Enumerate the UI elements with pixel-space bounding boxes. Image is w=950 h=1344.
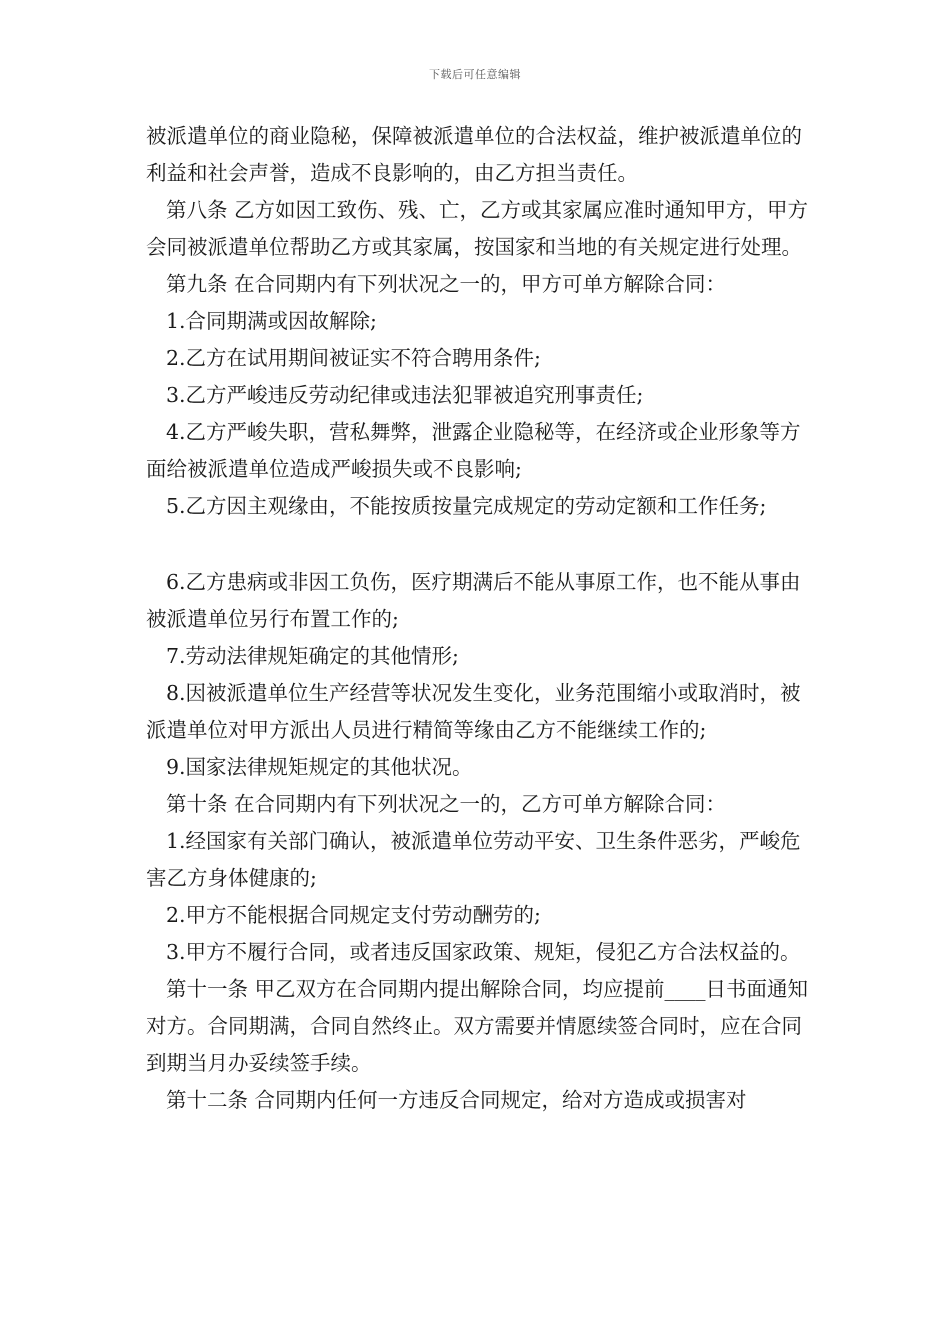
page-header: 下载后可任意编辑 bbox=[429, 68, 521, 81]
list-item: 9.国家法律规矩规定的其他状况。 bbox=[166, 755, 473, 779]
article-11: 第十一条 甲乙双方在合同期内提出解除合同，均应提前____日书面通知对方。合同期满，合同自然终止。双方需要并情愿续签合同时，应在合同到期当月办妥续签手续。 bbox=[146, 977, 809, 1075]
blank-line bbox=[146, 525, 818, 564]
paragraph: 被派遣单位的商业隐秘，保障被派遣单位的合法权益，维护被派遣单位的利益和社会声誉，造成不良影响的，由乙方担当责任。 bbox=[146, 124, 802, 185]
list-item: 3.乙方严峻违反劳动纪律或违法犯罪被追究刑事责任; bbox=[166, 383, 644, 407]
article-8: 第八条 乙方如因工致伤、残、亡，乙方或其家属应准时通知甲方，甲方会同被派遣单位帮助乙方或其家属，按国家和当地的有关规定进行处理。 bbox=[146, 198, 809, 259]
list-item: 5.乙方因主观缘由，不能按质按量完成规定的劳动定额和工作任务; bbox=[166, 494, 767, 518]
list-item: 4.乙方严峻失职，营私舞弊，泄露企业隐秘等，在经济或企业形象等方面给被派遣单位造成严峻损失或不良影响; bbox=[146, 420, 801, 481]
list-item: 2.甲方不能根据合同规定支付劳动酬劳的; bbox=[166, 903, 541, 927]
article-12: 第十二条 合同期内任何一方违反合同规定，给对方造成或损害对 bbox=[166, 1088, 747, 1112]
list-item: 6.乙方患病或非因工负伤，医疗期满后不能从事原工作，也不能从事由被派遣单位另行布置工作的; bbox=[146, 570, 801, 631]
list-item: 1.合同期满或因故解除; bbox=[166, 309, 377, 333]
list-item: 7.劳动法律规矩确定的其他情形; bbox=[166, 644, 459, 668]
list-item: 2.乙方在试用期间被证实不符合聘用条件; bbox=[166, 346, 541, 370]
article-10-heading: 第十条 在合同期内有下列状况之一的，乙方可单方解除合同： bbox=[166, 792, 727, 816]
article-9-heading: 第九条 在合同期内有下列状况之一的，甲方可单方解除合同： bbox=[166, 272, 727, 296]
list-item: 3.甲方不履行合同，或者违反国家政策、规矩，侵犯乙方合法权益的。 bbox=[166, 940, 801, 964]
document-body bbox=[146, 118, 818, 1119]
list-item: 8.因被派遣单位生产经营等状况发生变化，业务范围缩小或取消时，被派遣单位对甲方派出人员进行精简等缘由乙方不能继续工作的; bbox=[146, 681, 801, 742]
list-item: 1.经国家有关部门确认，被派遣单位劳动平安、卫生条件恶劣，严峻危害乙方身体健康的; bbox=[146, 829, 801, 890]
